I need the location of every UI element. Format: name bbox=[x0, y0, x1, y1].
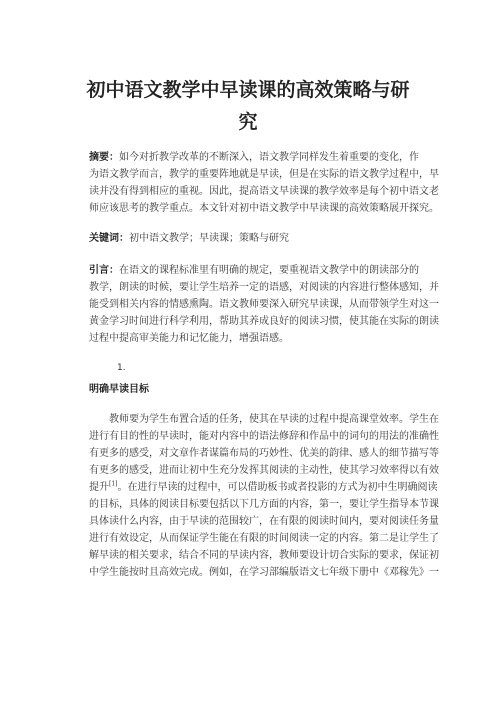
intro-line bbox=[89, 264, 419, 278]
section-line: 教师要为学生布置合适的任务，使其在早读的过程中提高课堂效率。学生在 bbox=[109, 414, 439, 425]
section-text: 。在进行早读的过程中，可以借助板书或者投影的方式为初中生明确阅读 bbox=[117, 482, 438, 493]
section-line: 中学生能按时且高效完成。例如，在学习部编版语文七年级下册中《邓稼先》一 bbox=[89, 567, 439, 578]
abstract-text: 如今对折教学改革的不断深入，语文教学同样发生着重要的变化，作 bbox=[119, 152, 419, 163]
intro-line: 教学，朗读的时候，要让学生培养一定的语感，对阅读的内容进行整体感知，并 bbox=[89, 282, 439, 293]
section-line bbox=[89, 480, 438, 495]
document-title bbox=[60, 74, 436, 138]
abstract-line: 读并没有得到相应的重视。因此，提高语文早读课的教学效率是每个初中语文老 bbox=[89, 186, 439, 197]
intro-line: 黄金学习时间进行科学利用，帮助其养成良好的阅读习惯，使其能在实际的朗读 bbox=[89, 316, 439, 327]
section-heading: 明确早读目标 bbox=[89, 384, 149, 395]
abstract-line: 师应该思考的教学重点。本文针对初中语文教学中早读课的高效策略展开探究。 bbox=[89, 203, 439, 214]
intro-line: 能受到相关内容的情感熏陶。语文教师要深入研究早读课，从而带领学生对这一 bbox=[89, 299, 439, 310]
section-line: 具体读什么内容，由于早读的范围较广，在有限的阅读时间内，要对阅读任务量 bbox=[89, 516, 439, 527]
abstract-label: 摘要： bbox=[89, 152, 119, 163]
section-line: 进行有目的性的早读时，能对内容中的语法修辞和作品中的词句的用法的准确性 bbox=[89, 431, 439, 442]
section-text: 提升 bbox=[89, 482, 109, 493]
section-line: 解早读的相关要求，结合不同的早读内容，教师要设计切合实际的要求，保证初 bbox=[89, 550, 439, 561]
section-line: 的目标，具体的阅读目标要包括以下几方面的内容，第一，要让学生指导本节课 bbox=[89, 499, 439, 510]
section-line: 有更多的感受，进而让初中生充分发挥其阅读的主动性，使其学习效率得以有效 bbox=[89, 465, 439, 476]
abstract-line: 为语文教学而言，教学的重要阵地就是早读，但是在实际的语文教学过程中，早 bbox=[89, 169, 439, 180]
keywords-label: 关键词： bbox=[89, 233, 129, 244]
citation-marker: [1] bbox=[109, 480, 118, 488]
section-line: 进行有效设定，从而保证学生能在有限的时间阅读一定的内容。第二是让学生了 bbox=[89, 533, 439, 544]
title-line-1: 初中语文教学中早读课的高效策略与研 bbox=[86, 79, 410, 101]
keywords-line bbox=[89, 232, 407, 246]
intro-line: 过程中提高审美能力和记忆能力，增强语感。 bbox=[89, 333, 289, 344]
section-number: 1. bbox=[117, 363, 126, 373]
intro-text: 在语文的课程标准里有明确的规定，要重视语文教学中的朗读部分的 bbox=[119, 265, 419, 276]
title-line-2: 究 bbox=[238, 111, 258, 133]
keywords-text: 初中语文教学；早读课；策略与研究 bbox=[129, 233, 289, 244]
intro-label: 引言： bbox=[89, 265, 119, 276]
section-line: 有更多的感受，对文章作者谋篇布局的巧妙性、优美的韵律、感人的细节描写等 bbox=[89, 448, 439, 459]
abstract-line bbox=[89, 151, 419, 165]
